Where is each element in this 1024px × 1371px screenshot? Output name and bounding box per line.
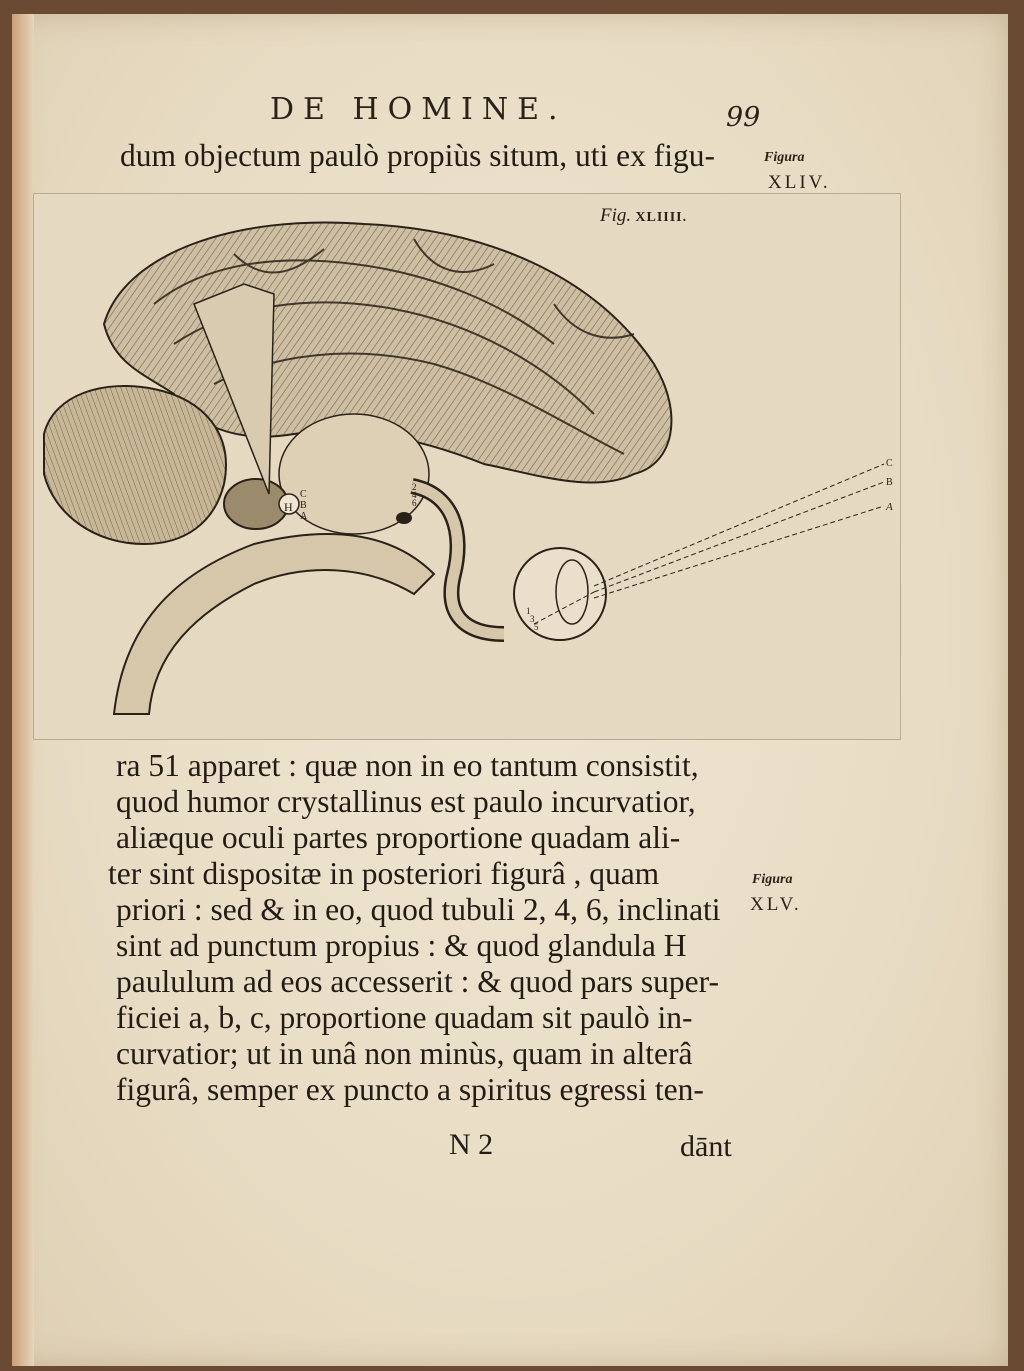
body-line-10: figurâ, semper ex puncto a spiritus egressi ten- — [116, 1072, 704, 1107]
book-spine — [12, 14, 34, 1366]
body-line-2: quod humor crystallinus est paulo incurvatior, — [116, 784, 696, 819]
label-a-ray: A — [886, 501, 893, 513]
body-line-1: ra 51 apparet : quæ non in eo tantum consistit, — [116, 748, 699, 783]
page-number: 99 — [726, 102, 761, 133]
ventricle-spot — [396, 512, 412, 524]
label-4: 4 — [412, 490, 417, 500]
margin-note-label-2: Figura — [752, 872, 793, 887]
margin-note-number-2: XLV. — [750, 894, 802, 915]
label-5: 5 — [534, 622, 539, 632]
label-c-gland: C — [300, 489, 307, 500]
engraving-plate — [33, 193, 901, 740]
figure-caption-number: XLIIII. — [635, 210, 688, 225]
eyeball — [514, 548, 606, 640]
signature-mark: N 2 — [449, 1128, 494, 1161]
body-line-9: curvatior; ut in unâ non minùs, quam in alterâ — [116, 1036, 693, 1071]
label-b-gland: B — [300, 500, 307, 511]
label-3: 3 — [530, 614, 535, 624]
margin-note-number: XLIV. — [768, 172, 831, 193]
catchword: dānt — [680, 1130, 732, 1163]
figure-caption-prefix: Fig. — [600, 205, 632, 226]
body-line-7: paululum ad eos accesserit : & quod pars super- — [116, 964, 719, 999]
body-line-4: ter sint dispositæ in posteriori figurâ , quam — [108, 856, 660, 891]
body-line-8: ficiei a, b, c, proportione quadam sit paulò in- — [116, 1000, 693, 1035]
label-6: 6 — [412, 498, 417, 508]
top-text-line: dum objectum paulò propiùs situm, uti ex figu- — [120, 138, 715, 173]
label-c-ray: C — [886, 458, 893, 469]
brainstem — [114, 534, 434, 714]
label-1: 1 — [526, 606, 531, 616]
label-h: H — [284, 500, 293, 514]
running-head: DE HOMINE. — [270, 92, 567, 127]
margin-note-label: Figura — [764, 150, 805, 165]
body-line-5: priori : sed & in eo, quod tubuli 2, 4, 6, inclinati — [116, 892, 721, 927]
figure-caption — [600, 205, 687, 227]
label-b-ray: B — [886, 477, 893, 488]
label-2: 2 — [412, 482, 417, 492]
body-line-6: sint ad punctum propius : & quod glandula H — [116, 928, 687, 963]
label-a-gland: A — [300, 511, 308, 522]
brain-engraving — [34, 194, 900, 739]
body-line-3: aliæque oculi partes proportione quadam ali- — [116, 820, 681, 855]
